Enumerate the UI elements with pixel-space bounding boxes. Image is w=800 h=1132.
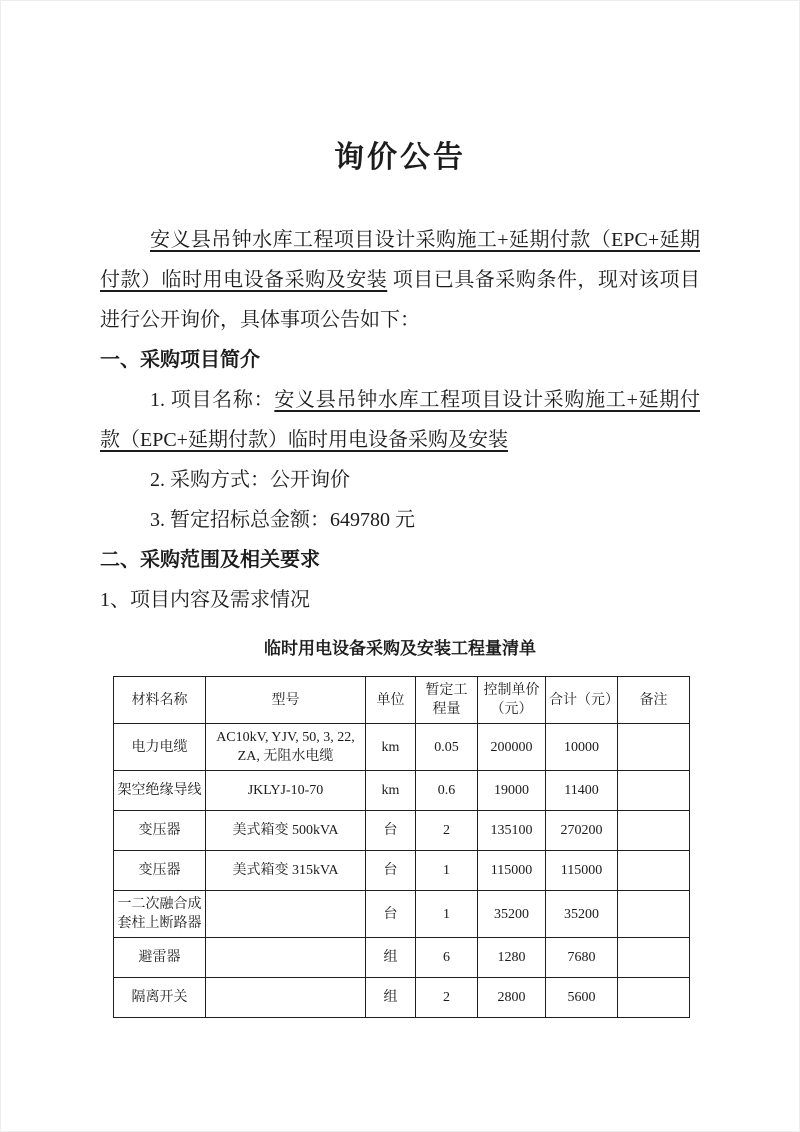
section-1-heading: 一、采购项目简介 [100, 349, 260, 371]
cell-quantity: 6 [416, 938, 478, 978]
intro-rest-text: 项目已具备采购条件，现对该项目进行公开询价，具体事项公告如下： [100, 269, 701, 331]
cell-remark [618, 891, 690, 938]
table-header-row [114, 677, 690, 724]
cell-unit_price: 35200 [478, 891, 546, 938]
table-row [114, 771, 690, 811]
cell-unit: 组 [366, 938, 416, 978]
cell-model [206, 891, 366, 938]
column-header: 控制单价（元） [478, 677, 546, 724]
cell-material: 变压器 [114, 811, 206, 851]
cell-model: 美式箱变 500kVA [206, 811, 366, 851]
section-2-sub-heading: 1、项目内容及需求情况 [100, 589, 310, 611]
cell-remark [618, 851, 690, 891]
cell-material: 电力电缆 [114, 724, 206, 771]
cell-unit: 组 [366, 978, 416, 1018]
cell-unit_price: 200000 [478, 724, 546, 771]
cell-unit: 台 [366, 891, 416, 938]
cell-remark [618, 724, 690, 771]
cell-quantity: 0.6 [416, 771, 478, 811]
cell-unit_price: 2800 [478, 978, 546, 1018]
cell-unit: km [366, 771, 416, 811]
column-header: 型号 [206, 677, 366, 724]
cell-unit: km [366, 724, 416, 771]
cell-unit_price: 19000 [478, 771, 546, 811]
cell-remark [618, 771, 690, 811]
item-project-name-value: 安义县吊钟水库工程项目设计采购施工+延期付款（EPC+延期付款）临时用电设备采购及安装 [100, 389, 701, 451]
table-caption: 临时用电设备采购及安装工程量清单 [264, 639, 536, 658]
cell-quantity: 1 [416, 891, 478, 938]
cell-total: 7680 [546, 938, 618, 978]
item-project-name [100, 380, 700, 460]
column-header: 备注 [618, 677, 690, 724]
table-row [114, 811, 690, 851]
cell-quantity: 2 [416, 978, 478, 1018]
cell-total: 35200 [546, 891, 618, 938]
cell-material: 避雷器 [114, 938, 206, 978]
cell-total: 11400 [546, 771, 618, 811]
cell-remark [618, 938, 690, 978]
cell-unit_price: 135100 [478, 811, 546, 851]
cell-model: 美式箱变 315kVA [206, 851, 366, 891]
cell-total: 115000 [546, 851, 618, 891]
cell-total: 5600 [546, 978, 618, 1018]
column-header: 暂定工程量 [416, 677, 478, 724]
cell-unit: 台 [366, 811, 416, 851]
table-row [114, 938, 690, 978]
cell-total: 10000 [546, 724, 618, 771]
cell-model [206, 938, 366, 978]
cell-model: AC10kV, YJV, 50, 3, 22, ZA, 无阻水电缆 [206, 724, 366, 771]
intro-paragraph [100, 220, 700, 340]
cell-model [206, 978, 366, 1018]
table-row [114, 724, 690, 771]
page-title: 询价公告 [334, 141, 466, 174]
cell-remark [618, 811, 690, 851]
cell-material: 架空绝缘导线 [114, 771, 206, 811]
cell-material: 隔离开关 [114, 978, 206, 1018]
column-header: 材料名称 [114, 677, 206, 724]
column-header: 合计（元） [546, 677, 618, 724]
table-row [114, 978, 690, 1018]
cell-unit: 台 [366, 851, 416, 891]
cell-material: 变压器 [114, 851, 206, 891]
cell-quantity: 0.05 [416, 724, 478, 771]
section-2-heading: 二、采购范围及相关要求 [100, 549, 320, 571]
cell-material: 一二次融合成套柱上断路器 [114, 891, 206, 938]
table-row [114, 851, 690, 891]
cell-quantity: 1 [416, 851, 478, 891]
boq-table [113, 676, 690, 1018]
column-header: 单位 [366, 677, 416, 724]
item-project-name-label: 1. 项目名称： [150, 389, 275, 411]
item-tender-amount: 3. 暂定招标总金额：649780 元 [150, 509, 415, 531]
cell-unit_price: 1280 [478, 938, 546, 978]
table-row [114, 891, 690, 938]
intro-project-name: 安义县吊钟水库工程项目设计采购施工+延期付款（EPC+延期付款）临时用电设备采购及安装 [100, 229, 700, 291]
cell-quantity: 2 [416, 811, 478, 851]
cell-total: 270200 [546, 811, 618, 851]
cell-unit_price: 115000 [478, 851, 546, 891]
cell-model: JKLYJ-10-70 [206, 771, 366, 811]
cell-remark [618, 978, 690, 1018]
item-procurement-method: 2. 采购方式：公开询价 [150, 469, 350, 491]
